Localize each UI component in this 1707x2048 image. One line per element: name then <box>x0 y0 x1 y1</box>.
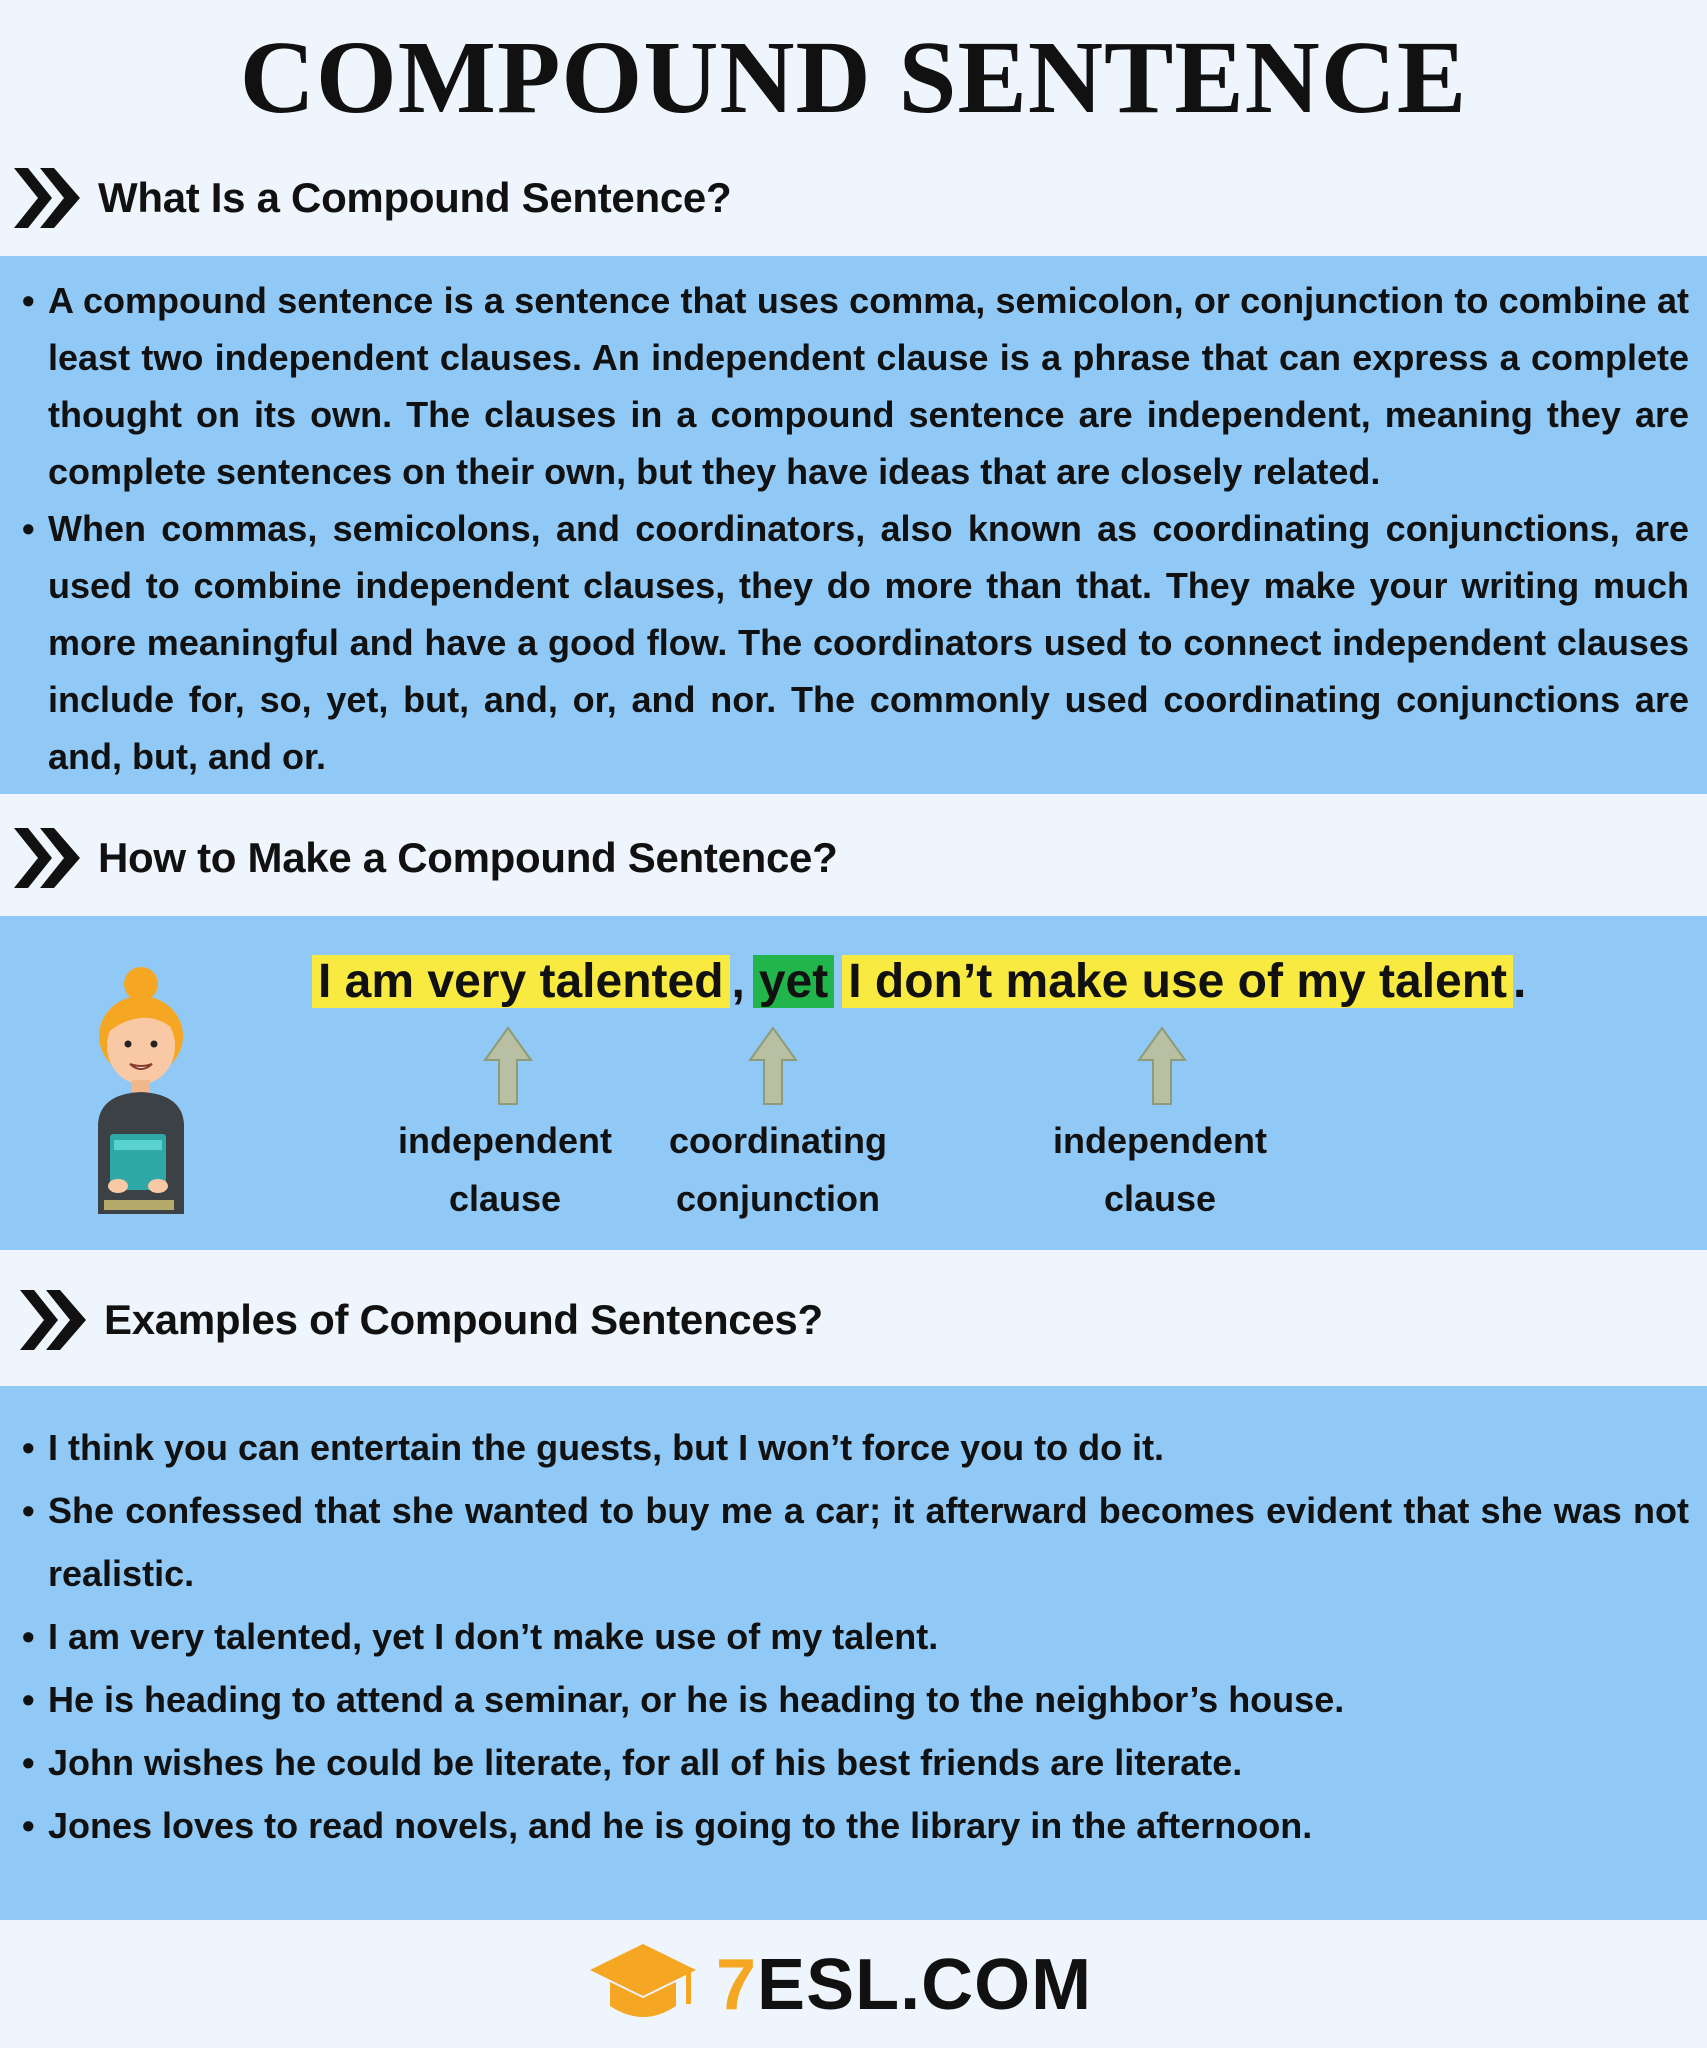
list-item: • A compound sentence is a sentence that uses comma, semicolon, or conjunction to combine at least two independent clauses. An independent clause is a phrase that can express a complete thought on its own. The clauses in a compound sentence are independent, meaning they are complete sentences on their own, but they have ideas that are closely related. <box>0 272 1707 500</box>
arrow-up-icon <box>483 1026 533 1106</box>
highlight-clause-2: I don’t make use of my talent <box>842 955 1513 1008</box>
definition-list <box>0 272 1707 785</box>
sentence-comma: , <box>731 955 745 1008</box>
examples-band <box>0 1386 1707 1920</box>
examples-list <box>0 1416 1707 1857</box>
label-independent-clause-2: independent clause <box>1053 1120 1267 1219</box>
highlight-clause-1: I am very talented <box>312 955 730 1008</box>
example-sentence <box>312 942 1526 1022</box>
logo-text: 7ESL.COM <box>716 1945 1093 2025</box>
list-item: • He is heading to attend a seminar, or he is heading to the neighbor’s house. <box>0 1668 1707 1731</box>
list-item: • John wishes he could be literate, for all of his best friends are literate. <box>0 1731 1707 1794</box>
label-coordinating-conjunction: coordinating conjunction <box>669 1120 887 1219</box>
section-title: Examples of Compound Sentences? <box>104 1296 823 1343</box>
section-heading-how <box>14 818 837 898</box>
section-heading-examples <box>20 1280 823 1360</box>
list-item: • I think you can entertain the guests, but I won’t force you to do it. <box>0 1416 1707 1479</box>
double-chevron-icon <box>14 164 84 232</box>
section-heading-what <box>14 158 731 238</box>
double-chevron-icon <box>20 1286 90 1354</box>
page-title: COMPOUND SENTENCE <box>239 20 1468 135</box>
list-item: • She confessed that she wanted to buy me a car; it afterward becomes evident that she was not realistic. <box>0 1479 1707 1605</box>
site-logo[interactable] <box>588 1940 1092 2030</box>
label-independent-clause-1: independent clause <box>398 1120 612 1219</box>
section-title: What Is a Compound Sentence? <box>98 174 732 221</box>
section-title: How to Make a Compound Sentence? <box>98 834 838 881</box>
sentence-period: . <box>1513 955 1527 1008</box>
double-chevron-icon <box>14 824 84 892</box>
example-diagram-band <box>0 916 1707 1250</box>
list-item: • When commas, semicolons, and coordinators, also known as coordinating conjunctions, are used to combine independent clauses, they do more than that. They make your writing much more meaningful and have a good flow. The coordinators used to connect independent clauses include for, so, yet, but, and, or, and nor. The commonly used coordinating conjunctions are and, but, and or. <box>0 500 1707 785</box>
list-item: • Jones loves to read novels, and he is going to the library in the afternoon. <box>0 1794 1707 1857</box>
teacher-illustration <box>86 964 196 1214</box>
list-item: • I am very talented, yet I don’t make use of my talent. <box>0 1605 1707 1668</box>
graduation-cap-icon <box>588 1940 698 2030</box>
arrow-up-icon <box>1137 1026 1187 1106</box>
highlight-conjunction: yet <box>753 955 834 1008</box>
definition-band <box>0 256 1707 794</box>
arrow-up-icon <box>748 1026 798 1106</box>
